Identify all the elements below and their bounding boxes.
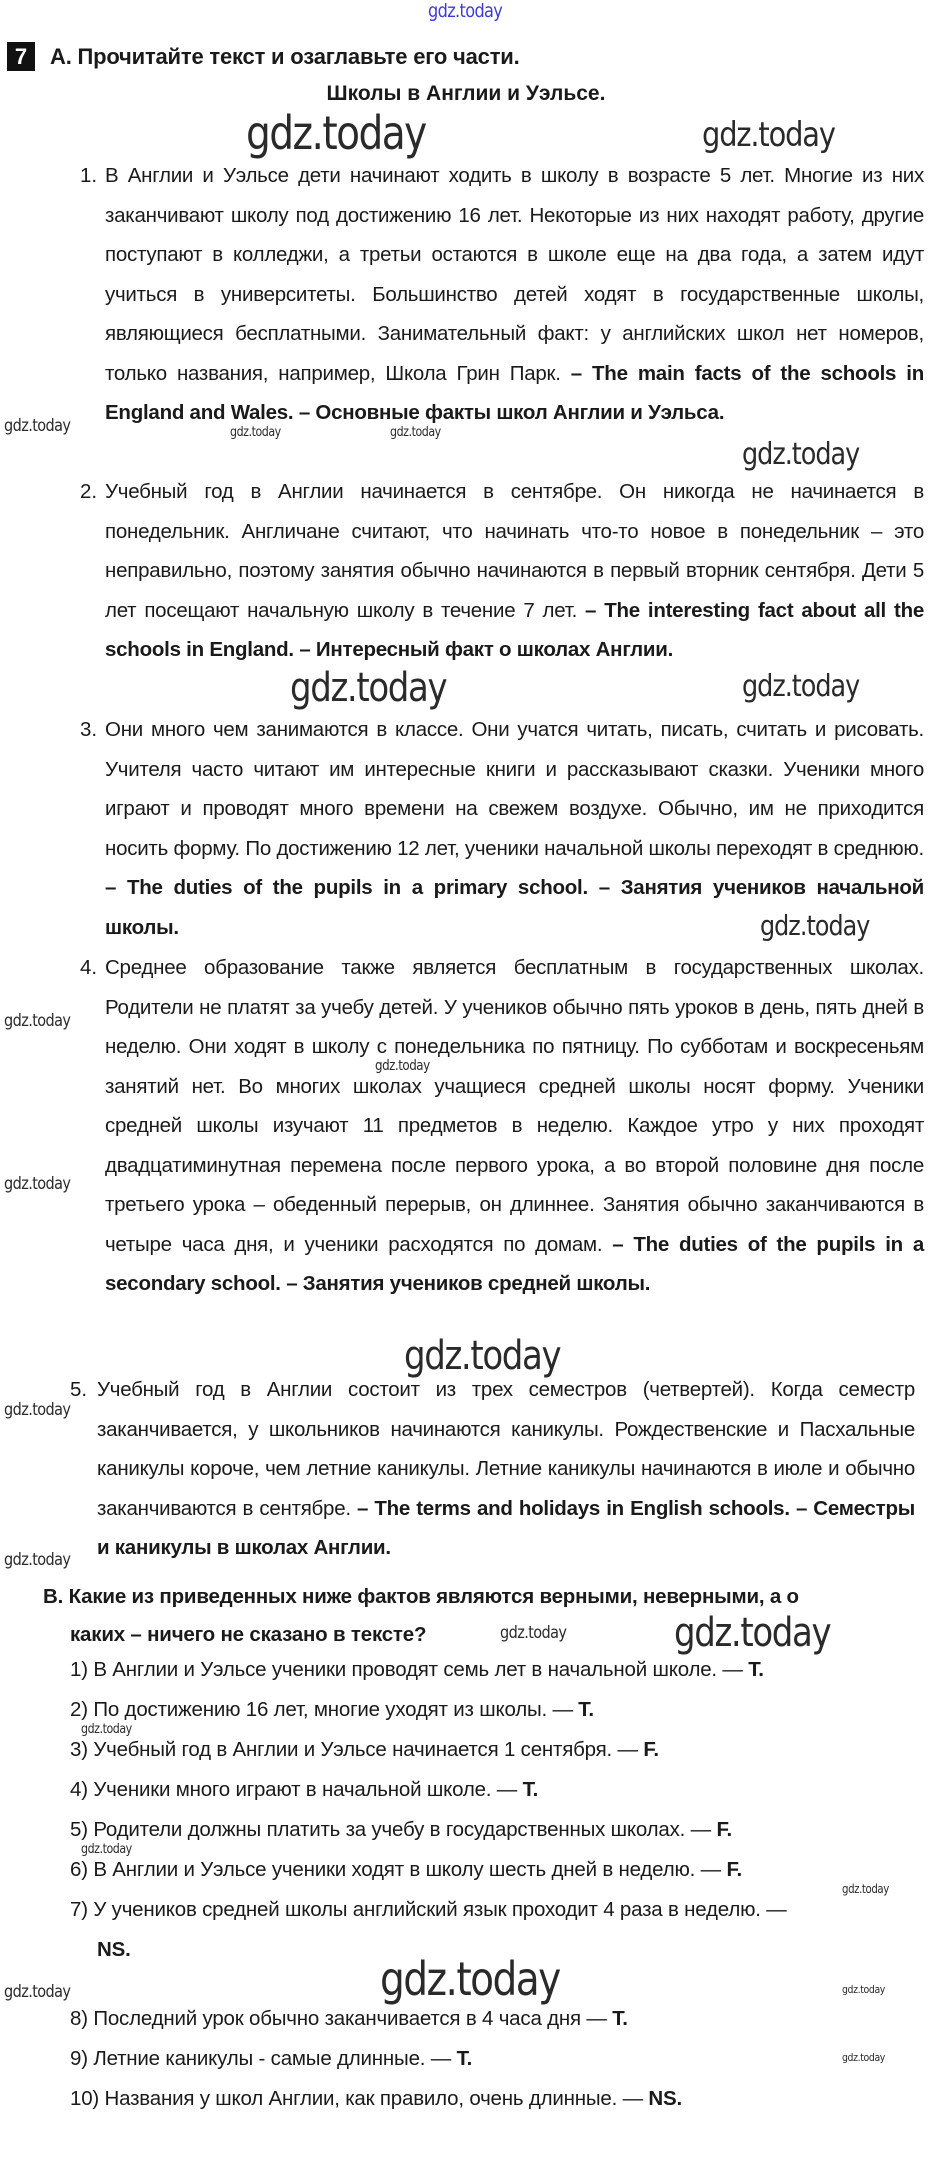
watermark: gdz.today [674,1610,831,1656]
watermark-top: gdz.today [428,0,503,22]
paragraph-number: 2. [80,480,98,503]
watermark: gdz.today [81,1722,132,1737]
statement [70,1736,659,1764]
statement [70,1896,787,1964]
paragraph-text: Среднее образование также является бесплатным в государственных школах. Родители не платят за учебу детей. У учеников обычно пять уроков в день, пять дней в неделю. Они ходят в школу с понедельника по пятницу. По субботам и воскресеньям занятий нет. Во многих школах учащиеся средней школы носят форму. Ученики средней школы изучают 11 предметов в неделю. Каждое утро у них проходят двадцатиминутная перемена после первого урока, а во второй половине дня после третьего урока – обеденный перерыв, он длиннее. Занятия обычно заканчиваются в четыре часа дня, и ученики расходятся по домам. [105,956,924,1256]
text-title: Школы в Англии и Уэльсе. [326,82,606,105]
watermark: gdz.today [246,106,426,160]
watermark: gdz.today [742,669,860,704]
paragraph-5 [97,1370,915,1568]
statement-answer: NS. [648,2087,682,2110]
watermark: gdz.today [375,1058,430,1074]
watermark: gdz.today [842,1983,885,1996]
watermark: gdz.today [842,1882,889,1896]
watermark: gdz.today [4,416,71,436]
watermark: gdz.today [230,425,281,440]
statement-text: 7) У учеников средней школы английский язык проходит 4 раза в неделю. — [70,1898,787,1921]
statement-answer: T. [612,2007,628,2030]
statement [70,2005,628,2033]
paragraph-number: 4. [80,956,98,979]
watermark: gdz.today [4,1174,71,1194]
watermark: gdz.today [760,909,870,942]
task-b-line-2: каких – ничего не сказано в тексте? [70,1623,427,1646]
paragraph-answer: – The terms and holidays in English schools. – Семестры и каникулы в школах Англии. [97,1496,915,1559]
watermark: gdz.today [500,1623,567,1643]
paragraph-number: 5. [70,1378,88,1401]
watermark: gdz.today [4,1982,71,2002]
statement-text: 4) Ученики много играют в начальной школе. — [70,1778,523,1801]
statement-text: 5) Родители должны платить за учебу в государственных школах. — [70,1818,717,1841]
task-b-line-1: В. Какие из приведенных ниже фактов являются верными, неверными, а о [43,1585,799,1608]
paragraph-1 [105,156,924,433]
statement-answer: T. [522,1778,539,1801]
statement [70,1696,594,1724]
statement-answer: F. [726,1858,742,1881]
statement-text: 10) Названия у школ Англии, как правило, очень длинные. — [70,2087,649,2110]
task-b-heading [43,1578,923,1654]
statement-answer: NS. [97,1938,131,1961]
watermark: gdz.today [380,1952,560,2006]
paragraph-text: Учебный год в Англии начинается в сентябре. Он никогда не начинается в понедельник. Англичане считают, что начинать что-то новое в понедельник – это неправильно, поэтому занятия обычно начинаются в первый вторник сентября. Дети 5 лет посещают начальную школу в течение 7 лет. [105,480,924,622]
watermark: gdz.today [4,1011,71,1031]
statement-text: 6) В Англии и Уэльсе ученики ходят в школу шесть дней в неделю. — [70,1858,727,1881]
paragraph-2 [105,472,924,670]
paragraph-answer: – The duties of the pupils in a secondary school. – Занятия учеников средней школы. [105,1232,925,1295]
statement-text: 9) Летние каникулы - самые длинные. — [70,2047,457,2070]
statement-answer: F. [716,1818,733,1841]
statement-text: 1) В Англии и Уэльсе ученики проводят семь лет в начальной школе. — [70,1658,749,1681]
paragraph-answer: – The duties of the pupils in a primary school. – Занятия учеников начальной школы. [105,876,924,939]
statement [70,1816,732,1844]
statement-answer: T. [748,1658,764,1681]
paragraph-text: В Англии и Уэльсе дети начинают ходить в школу в возрасте 5 лет. Многие из них заканчивают школу под достижению 16 лет. Некоторые из них находят работу, другие поступают в колледжи, а третьи остаются в школе еще на два года, а затем идут учиться в университеты. Большинство детей ходят в государственные школы, являющиеся бесплатными. Занимательный факт: у английских школ нет номеров, только названия, например, Школа Грин Парк. [105,164,924,385]
paragraph-3 [105,710,924,947]
paragraph-number: 1. [80,164,98,187]
paragraph-text: Они много чем занимаются в классе. Они учатся читать, писать, считать и рисовать. Учителя часто читают им интересные книги и рассказывают сказки. Ученики много играют и проводят много времени на свежем воздухе. Обычно, им не приходится носить форму. По достижению 12 лет, ученики начальной школы переходят в среднюю. [105,718,924,860]
statement-answer: T. [578,1698,594,1721]
task-a-heading: А. Прочитайте текст и озаглавьте его части. [50,44,520,69]
watermark: gdz.today [81,1842,132,1857]
watermark: gdz.today [4,1400,71,1420]
statement-text: 8) Последний урок обычно заканчивается в 4 часа дня — [70,2007,613,2030]
watermark: gdz.today [702,115,835,155]
statement-answer: T. [456,2047,473,2070]
paragraph-text: Учебный год в Англии состоит из трех семестров (четвертей). Когда семестр заканчивается, у школьников начинаются каникулы. Рождественские и Пасхальные каникулы короче, чем летние каникулы. Летние каникулы начинаются в июле и обычно заканчиваются в сентябре. [97,1378,915,1520]
paragraph-4 [105,948,924,1304]
statement [70,2085,682,2113]
watermark: gdz.today [404,1333,561,1379]
paragraph-answer: – The main facts of the schools in England and Wales. – Основные факты школ Англии и Уэльса. [105,361,924,424]
watermark: gdz.today [742,437,860,472]
watermark: gdz.today [390,425,441,440]
statement [70,1856,742,1884]
statement [70,2045,472,2073]
watermark: gdz.today [290,665,447,711]
watermark: gdz.today [4,1550,71,1570]
watermark: gdz.today [842,2051,885,2064]
statement-text: 2) По достижению 16 лет, многие уходят из школы. — [70,1698,579,1721]
statement [70,1656,764,1684]
exercise-number-badge: 7 [7,42,35,71]
statement-text: 3) Учебный год в Англии и Уэльсе начинается 1 сентября. — [70,1738,644,1761]
statement-answer: F. [643,1738,659,1761]
statement [70,1776,538,1804]
paragraph-number: 3. [80,718,98,741]
paragraph-answer: – The interesting fact about all the schools in England. – Интересный факт о школах Англии. [105,598,924,661]
